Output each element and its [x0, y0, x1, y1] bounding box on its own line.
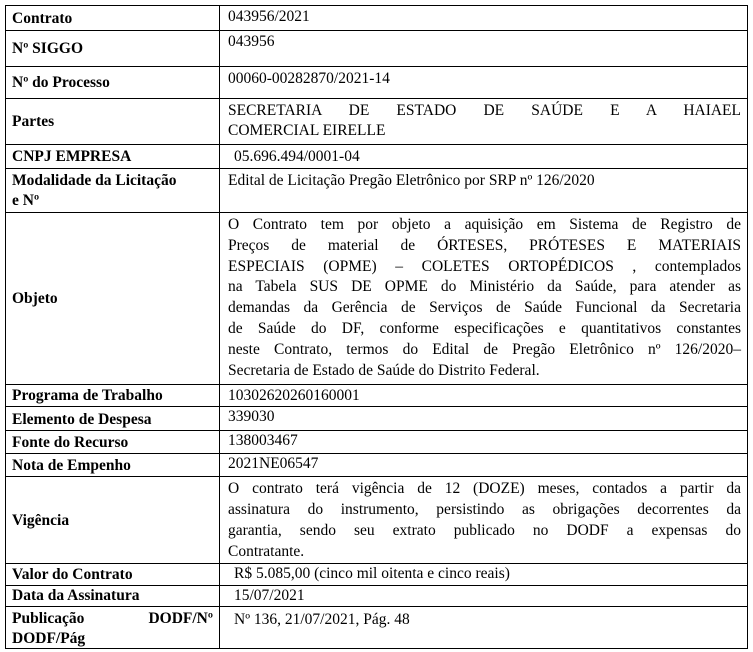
label-empenho: Nota de Empenho: [6, 454, 220, 477]
label-elemento: Elemento de Despesa: [6, 407, 220, 431]
label-processo: Nº do Processo: [6, 67, 220, 99]
publicacao-label-line-1: [12, 609, 213, 629]
row-valor: [6, 563, 747, 586]
label-valor: Valor do Contrato: [6, 564, 220, 586]
value-partes: [222, 99, 747, 145]
label-partes: Partes: [6, 99, 220, 145]
objeto-line-2: Preços de material de ÓRTESES, PRÓTESES E MATERIAIS: [228, 236, 741, 254]
label-publicacao: [6, 607, 220, 649]
value-contrato: 043956/2021: [228, 8, 310, 25]
value-elemento: 339030: [228, 408, 275, 425]
value-empenho: 2021NE06547: [228, 455, 319, 472]
row-fonte: [6, 430, 747, 454]
vigencia-line-4: Contratante.: [228, 543, 305, 560]
value-publicacao: Nº 136, 21/07/2021, Pág. 48: [234, 611, 410, 628]
label-vigencia: Vigência: [6, 477, 220, 564]
label-objeto: Objeto: [6, 213, 220, 385]
row-assinatura: [6, 585, 747, 607]
value-assinatura: 15/07/2021: [234, 587, 305, 604]
label-contrato: Contrato: [6, 6, 220, 30]
value-siggo: 043956: [228, 33, 275, 50]
vigencia-line-3: garantia, sendo seu extrato publicado no DODF a expensas do: [228, 522, 741, 539]
partes-line-1: SECRETARIA DE ESTADO DE SAÚDE E A HAIAEL: [228, 102, 741, 119]
row-contrato: [6, 6, 747, 30]
publicacao-label-word-1: Publicação: [12, 610, 85, 627]
row-modalidade: [6, 168, 747, 213]
row-vigencia: [6, 476, 747, 564]
value-modalidade: Edital de Licitação Pregão Eletrônico por SRP nº 126/2020: [228, 172, 595, 189]
row-objeto: [6, 212, 747, 385]
vigencia-line-2: assinatura do instrumento, persistindo as obrigações decorrentes da: [228, 501, 741, 518]
objeto-line-7: neste Contrato, termos do Edital de Pregão Eletrônico nº 126/2020–: [228, 340, 741, 358]
vigencia-line-1: O contrato terá vigência de 12 (DOZE) meses, contados a partir da: [228, 480, 741, 497]
value-processo: 00060-00282870/2021-14: [228, 70, 390, 87]
objeto-line-4: na Tabela SUS DE OPME do Ministério da Saúde, para atender as: [228, 278, 741, 296]
publicacao-label-line-2: DODF/Pág: [12, 630, 86, 647]
row-empenho: [6, 453, 747, 477]
contract-summary-table: [5, 5, 748, 649]
label-programa: Programa de Trabalho: [6, 385, 220, 407]
row-partes: [6, 98, 747, 145]
objeto-line-6: de Saúde do DF, conforme especificações e quantitativos constantes: [228, 319, 741, 337]
label-cnpj: CNPJ EMPRESA: [6, 145, 220, 169]
row-processo: [6, 66, 747, 99]
label-fonte: Fonte do Recurso: [6, 431, 220, 454]
objeto-line-3: ESPECIAIS (OPME) – COLETES ORTOPÉDICOS , contemplados: [228, 257, 741, 275]
label-assinatura: Data da Assinatura: [6, 586, 220, 607]
row-publicacao: [6, 606, 747, 649]
partes-line-2: COMERCIAL EIRELLE: [228, 122, 386, 139]
row-siggo: [6, 30, 747, 67]
label-modalidade: [6, 169, 220, 213]
value-programa: 10302620260160001: [228, 387, 360, 404]
objeto-line-1: O Contrato tem por objeto a aquisição em Sistema de Registro de: [228, 216, 741, 233]
value-objeto: [222, 213, 747, 385]
row-programa: [6, 384, 747, 407]
modalidade-label-line-1: Modalidade da Licitação: [12, 172, 177, 189]
value-vigencia: [222, 477, 747, 564]
value-valor: R$ 5.085,00 (cinco mil oitenta e cinco reais): [234, 565, 510, 582]
label-siggo: Nº SIGGO: [6, 31, 220, 67]
objeto-line-8: Secretaria de Estado de Saúde do Distrito Federal.: [228, 361, 540, 379]
value-fonte: 138003467: [228, 432, 298, 449]
objeto-line-5: demandas da Gerência de Serviços de Saúde Funcional da Secretaria: [228, 299, 741, 317]
modalidade-label-line-2: e Nº: [12, 192, 40, 209]
value-cnpj: 05.696.494/0001-04: [234, 148, 360, 165]
row-elemento: [6, 406, 747, 431]
publicacao-label-word-2: DODF/Nº: [148, 610, 213, 627]
row-cnpj: [6, 144, 747, 169]
